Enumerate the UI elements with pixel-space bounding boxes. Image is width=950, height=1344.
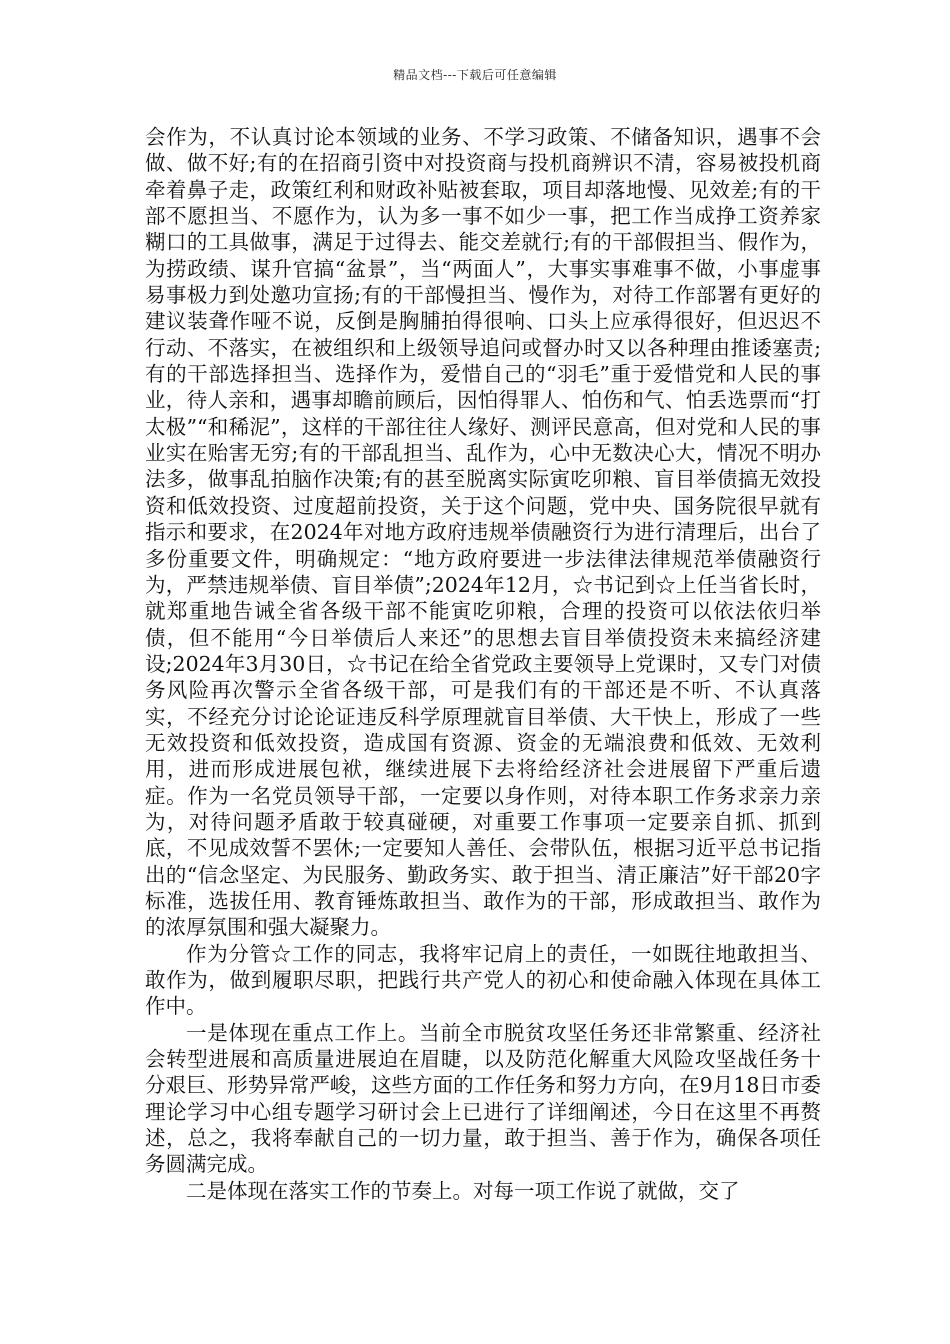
document-body bbox=[145, 124, 821, 1204]
paragraph-4: 二是体现在落实工作的节奏上。对每一项工作说了就做，交了 bbox=[186, 1178, 740, 1203]
page-header: 精品文档---下载后可任意编辑 bbox=[393, 68, 557, 82]
paragraph-3: 一是体现在重点工作上。当前全市脱贫攻坚任务还非常繁重、经济社会转型进展和高质量进展迫在眉睫，以及防范化解重大风险攻坚战任务十分艰巨、形势异常严峻，这些方面的工作任务和努力方向，在9月18日市委理论学习中心组专题学习研讨会上已进行了详细阐述，今日在这里不再赘述，总之，我将奉献自己的一切力量，敢于担当、善于作为，确保各项任务圆满完成。 bbox=[145, 1020, 821, 1177]
paragraph-1: 会作为，不认真讨论本领域的业务、不学习政策、不储备知识，遇事不会做、做不好;有的在招商引资中对投资商与投机商辨识不清，容易被投机商牵着鼻子走，政策红利和财政补贴被套取，项目却落地慢、见效差;有的干部不愿担当、不愿作为，认为多一事不如少一事，把工作当成挣工资养家糊口的工具做事，满足于过得去、能交差就行;有的干部假担当、假作为，为捞政绩、谋升官搞“盆景”，当“两面人”，大事实事难事不做，小事虚事易事极力到处邀功宣扬;有的干部慢担当、慢作为，对待工作部署有更好的建议装聋作哑不说，反倒是胸脯拍得很响、口头上应承得很好，但迟迟不行动、不落实，在被组织和上级领导追问或督办时又以各种理由推诿塞责;有的干部选择担当、选择作为，爱惜自己的“羽毛”重于爱惜党和人民的事业，待人亲和，遇事却瞻前顾后，因怕得罪人、怕伤和气、怕丢选票而“打太极”“和稀泥”，这样的干部往往人缘好、测评民意高，但对党和人民的事业实在贻害无穷;有的干部乱担当、乱作为，心中无数决心大，情况不明办法多，做事乱拍脑作决策;有的甚至脱离实际寅吃卯粮、盲目举债搞无效投资和低效投资、过度超前投资，关于这个问题，党中央、国务院很早就有指示和要求，在2024年对地方政府违规举债融资行为进行清理后，出台了多份重要文件，明确规定：“地方政府要进一步法律法律规范举债融资行为，严禁违规举债、盲目举债”;2024年12月，☆书记到☆上任当省长时，就郑重地告诫全省各级干部不能寅吃卯粮，合理的投资可以依法依归举债，但不能用“今日举债后人来还”的思想去盲目举债投资未来搞经济建设;2024年3月30日，☆书记在给全省党政主要领导上党课时，又专门对债务风险再次警示全省各级干部，可是我们有的干部还是不听、不认真落实，不经充分讨论论证违反科学原理就盲目举债、大干快上，形成了一些无效投资和低效投资，造成国有资源、资金的无端浪费和低效、无效利用，进而形成进展包袱，继续进展下去将给经济社会进展留下严重后遗症。作为一名党员领导干部，一定要以身作则，对待本职工作务求亲力亲为，对待问题矛盾敢于较真碰硬，对重要工作事项一定要亲自抓、抓到底，不见成效誓不罢休;一定要知人善任、会带队伍，根据习近平总书记指出的“信念坚定、为民服务、勤政务实、敢于担当、清正廉洁”好干部20字标准，选拔任用、教育锤炼敢担当、敢作为的干部，形成敢担当、敢作为的浓厚氛围和强大凝聚力。 bbox=[145, 125, 821, 940]
paragraph-2: 作为分管☆工作的同志，我将牢记肩上的责任，一如既往地敢担当、敢作为，做到履职尽职，把践行共产党人的初心和使命融入体现在具体工作中。 bbox=[145, 941, 821, 1019]
